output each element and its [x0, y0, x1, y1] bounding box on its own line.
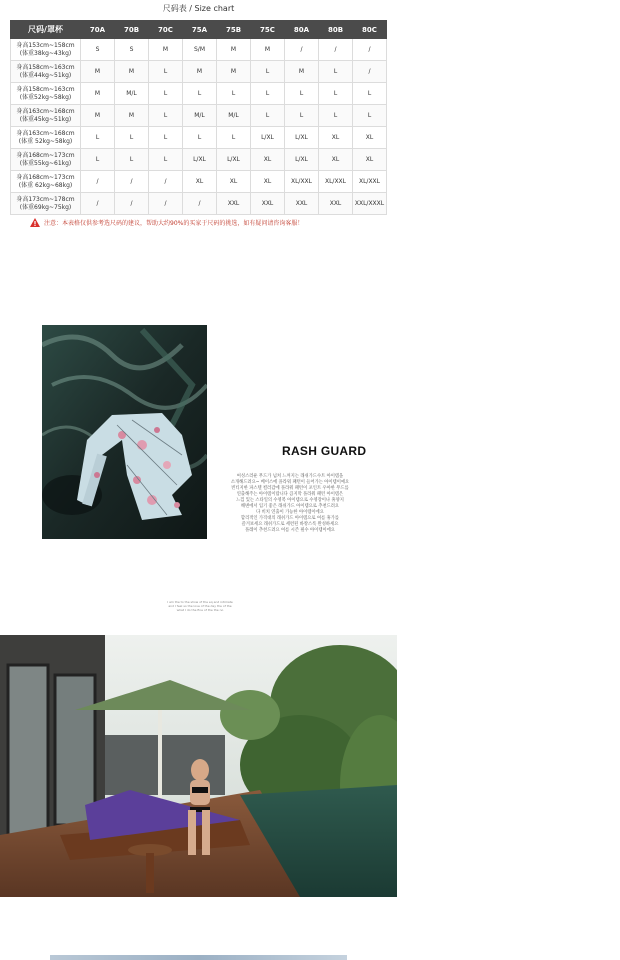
- size-row: [11, 127, 387, 149]
- size-cell: XXL: [251, 193, 285, 215]
- size-chart-body: [11, 39, 387, 215]
- row-weight: (体重 62kg~68kg): [18, 181, 73, 189]
- size-cell: M: [81, 83, 115, 105]
- description-line: 느낌 있는 스타일의 수영복 아이템으로 수영장이나 휴양지: [236, 498, 344, 503]
- size-cell: L: [285, 83, 319, 105]
- size-row-body-measure: [11, 61, 81, 83]
- size-notice: [30, 218, 303, 227]
- size-cell: L: [149, 61, 183, 83]
- size-row-body-measure: [11, 193, 81, 215]
- size-row: [11, 61, 387, 83]
- notice-text: 注意：本表格仅供参考选尺码的建议，帮助大约90%的买家于尺码的挑选，如有疑问请咨询客服！: [44, 220, 304, 227]
- size-row-body-measure: [11, 83, 81, 105]
- header-cup: 80C: [353, 21, 387, 39]
- size-cell: L/XL: [251, 127, 285, 149]
- size-cell: L: [319, 83, 353, 105]
- description-line: 여성스러운 무드가 넘쳐 느껴지는 래쉬가드수트 아이템을: [236, 474, 344, 479]
- row-weight: (体重38kg~43kg): [19, 49, 72, 57]
- size-cell: L: [319, 105, 353, 127]
- size-cell: S: [81, 39, 115, 61]
- size-cell: L: [217, 83, 251, 105]
- size-cell: L: [251, 105, 285, 127]
- size-cell: XL: [353, 127, 387, 149]
- size-cell: XXL: [285, 193, 319, 215]
- size-cell: XL: [251, 149, 285, 171]
- size-row: [11, 39, 387, 61]
- size-row: [11, 105, 387, 127]
- size-row-body-measure: [11, 105, 81, 127]
- caption-line: I am the to the show of the eq and intimate: [167, 600, 233, 604]
- size-cell: /: [353, 39, 387, 61]
- description-line: 소개해드려요~ 베이스에 플라워 패턴이 들어가는 아이템이예요: [230, 480, 350, 485]
- description-line: 합리적인 가격대의 래쉬가드 아이템으로 여름 휴가를: [240, 516, 340, 521]
- header-cup: 75B: [217, 21, 251, 39]
- size-cell: XL: [353, 149, 387, 171]
- description-line: 다 비치 연출이 가능한 아이템이에요: [256, 510, 324, 515]
- size-cell: XL/XXL: [319, 171, 353, 193]
- size-cell: /: [149, 171, 183, 193]
- size-cell: L: [285, 105, 319, 127]
- header-size-cup: 尺码/罩杯: [11, 21, 81, 39]
- size-cell: L: [149, 83, 183, 105]
- size-cell: M: [285, 61, 319, 83]
- size-cell: M/L: [115, 83, 149, 105]
- size-cell: L: [183, 83, 217, 105]
- size-cell: XL: [183, 171, 217, 193]
- size-cell: L: [353, 105, 387, 127]
- row-height: 身高168cm~173cm: [16, 151, 75, 159]
- size-cell: L: [149, 149, 183, 171]
- row-height: 身高163cm~168cm: [16, 107, 75, 115]
- size-cell: L: [81, 149, 115, 171]
- size-cell: /: [81, 193, 115, 215]
- size-cell: S: [115, 39, 149, 61]
- size-cell: M: [81, 61, 115, 83]
- size-chart-header-row: [11, 21, 387, 39]
- row-height: 身高173cm~178cm: [16, 195, 75, 203]
- size-cell: M/L: [183, 105, 217, 127]
- size-cell: M: [183, 61, 217, 83]
- size-cell: XXL: [217, 193, 251, 215]
- size-row: [11, 193, 387, 215]
- size-cell: M: [217, 61, 251, 83]
- size-cell: /: [319, 39, 353, 61]
- size-row-body-measure: [11, 127, 81, 149]
- size-cell: L/XL: [183, 149, 217, 171]
- size-cell: L: [149, 127, 183, 149]
- size-cell: XL: [319, 149, 353, 171]
- row-height: 身高168cm~173cm: [16, 173, 75, 181]
- description-line: 연출해주는 아이템이랍니다 큼지막 플라워 패턴 아이템은: [236, 492, 344, 497]
- size-cell: L/XL: [285, 127, 319, 149]
- size-cell: XXL/XXXL: [353, 193, 387, 215]
- size-cell: XL: [251, 171, 285, 193]
- row-height: 身高158cm~163cm: [16, 63, 75, 71]
- product-photo-water: [42, 325, 207, 539]
- size-cell: /: [183, 193, 217, 215]
- caption-line: what I do the fine of the the no: [176, 608, 224, 612]
- size-cell: L: [81, 127, 115, 149]
- description-line: 즐겨보세요 래쉬가드로 세련된 바캉스룩 완성하세요: [241, 522, 339, 527]
- row-weight: (体重45kg~51kg): [19, 115, 72, 123]
- size-cell: M: [81, 105, 115, 127]
- size-chart-title: 尺码表 / Size chart: [162, 4, 235, 13]
- size-cell: XL/XXL: [353, 171, 387, 193]
- description-line: 빈티지한 파스텔 컬러감에 플라워 패턴이 포인트 우아한 무드를: [231, 486, 349, 491]
- size-cell: L: [353, 83, 387, 105]
- size-cell: L: [149, 105, 183, 127]
- size-row: [11, 83, 387, 105]
- size-cell: XL: [319, 127, 353, 149]
- row-weight: (体重52kg~58kg): [19, 93, 72, 101]
- lifestyle-photo-poolside: [0, 635, 397, 897]
- header-cup: 75C: [251, 21, 285, 39]
- size-cell: XL/XXL: [285, 171, 319, 193]
- row-weight: (体重69kg~75kg): [19, 203, 72, 211]
- size-row: [11, 149, 387, 171]
- size-row-body-measure: [11, 171, 81, 193]
- row-weight: (体重55kg~61kg): [19, 159, 72, 167]
- size-cell: L: [319, 61, 353, 83]
- size-cell: M: [217, 39, 251, 61]
- row-weight: (体重 52kg~58kg): [18, 137, 73, 145]
- header-cup: 80B: [319, 21, 353, 39]
- header-cup: 70A: [81, 21, 115, 39]
- size-cell: L/XL: [285, 149, 319, 171]
- size-cell: L: [251, 61, 285, 83]
- size-cell: XXL: [319, 193, 353, 215]
- size-cell: /: [115, 171, 149, 193]
- size-cell: L: [115, 149, 149, 171]
- row-weight: (体重44kg~51kg): [19, 71, 72, 79]
- row-height: 身高158cm~163cm: [16, 85, 75, 93]
- size-row-body-measure: [11, 149, 81, 171]
- header-cup: 70C: [149, 21, 183, 39]
- size-cell: /: [285, 39, 319, 61]
- size-row-body-measure: [11, 39, 81, 61]
- warning-icon: [30, 218, 40, 227]
- size-cell: S/M: [183, 39, 217, 61]
- next-photo-strip: [50, 955, 347, 960]
- size-cell: M: [115, 105, 149, 127]
- size-chart-table: [10, 20, 387, 215]
- size-cell: L: [251, 83, 285, 105]
- size-cell: /: [149, 193, 183, 215]
- size-cell: L: [217, 127, 251, 149]
- small-caption: [150, 600, 250, 612]
- size-cell: L: [115, 127, 149, 149]
- size-row: [11, 171, 387, 193]
- size-cell: XL: [217, 171, 251, 193]
- header-cup: 70B: [115, 21, 149, 39]
- header-cup: 75A: [183, 21, 217, 39]
- size-cell: /: [353, 61, 387, 83]
- size-cell: /: [115, 193, 149, 215]
- row-height: 身高163cm~168cm: [16, 129, 75, 137]
- size-cell: L: [183, 127, 217, 149]
- row-height: 身高153cm~158cm: [16, 41, 75, 49]
- size-cell: /: [81, 171, 115, 193]
- size-cell: M/L: [217, 105, 251, 127]
- feature-description: [220, 474, 360, 534]
- size-cell: M: [251, 39, 285, 61]
- size-cell: L/XL: [217, 149, 251, 171]
- size-cell: M: [115, 61, 149, 83]
- size-cell: M: [149, 39, 183, 61]
- description-line: 해변에서 입기 좋은 래쉬가드 아이템으로 추천드려요: [240, 504, 340, 509]
- feature-heading: RASH GUARD: [282, 444, 367, 458]
- header-cup: 80A: [285, 21, 319, 39]
- caption-line: and I feel so the love of the day the of the: [168, 604, 232, 608]
- description-line: 플레이 추천드려요 여름 시즌 필수 아이템이에요: [245, 528, 335, 533]
